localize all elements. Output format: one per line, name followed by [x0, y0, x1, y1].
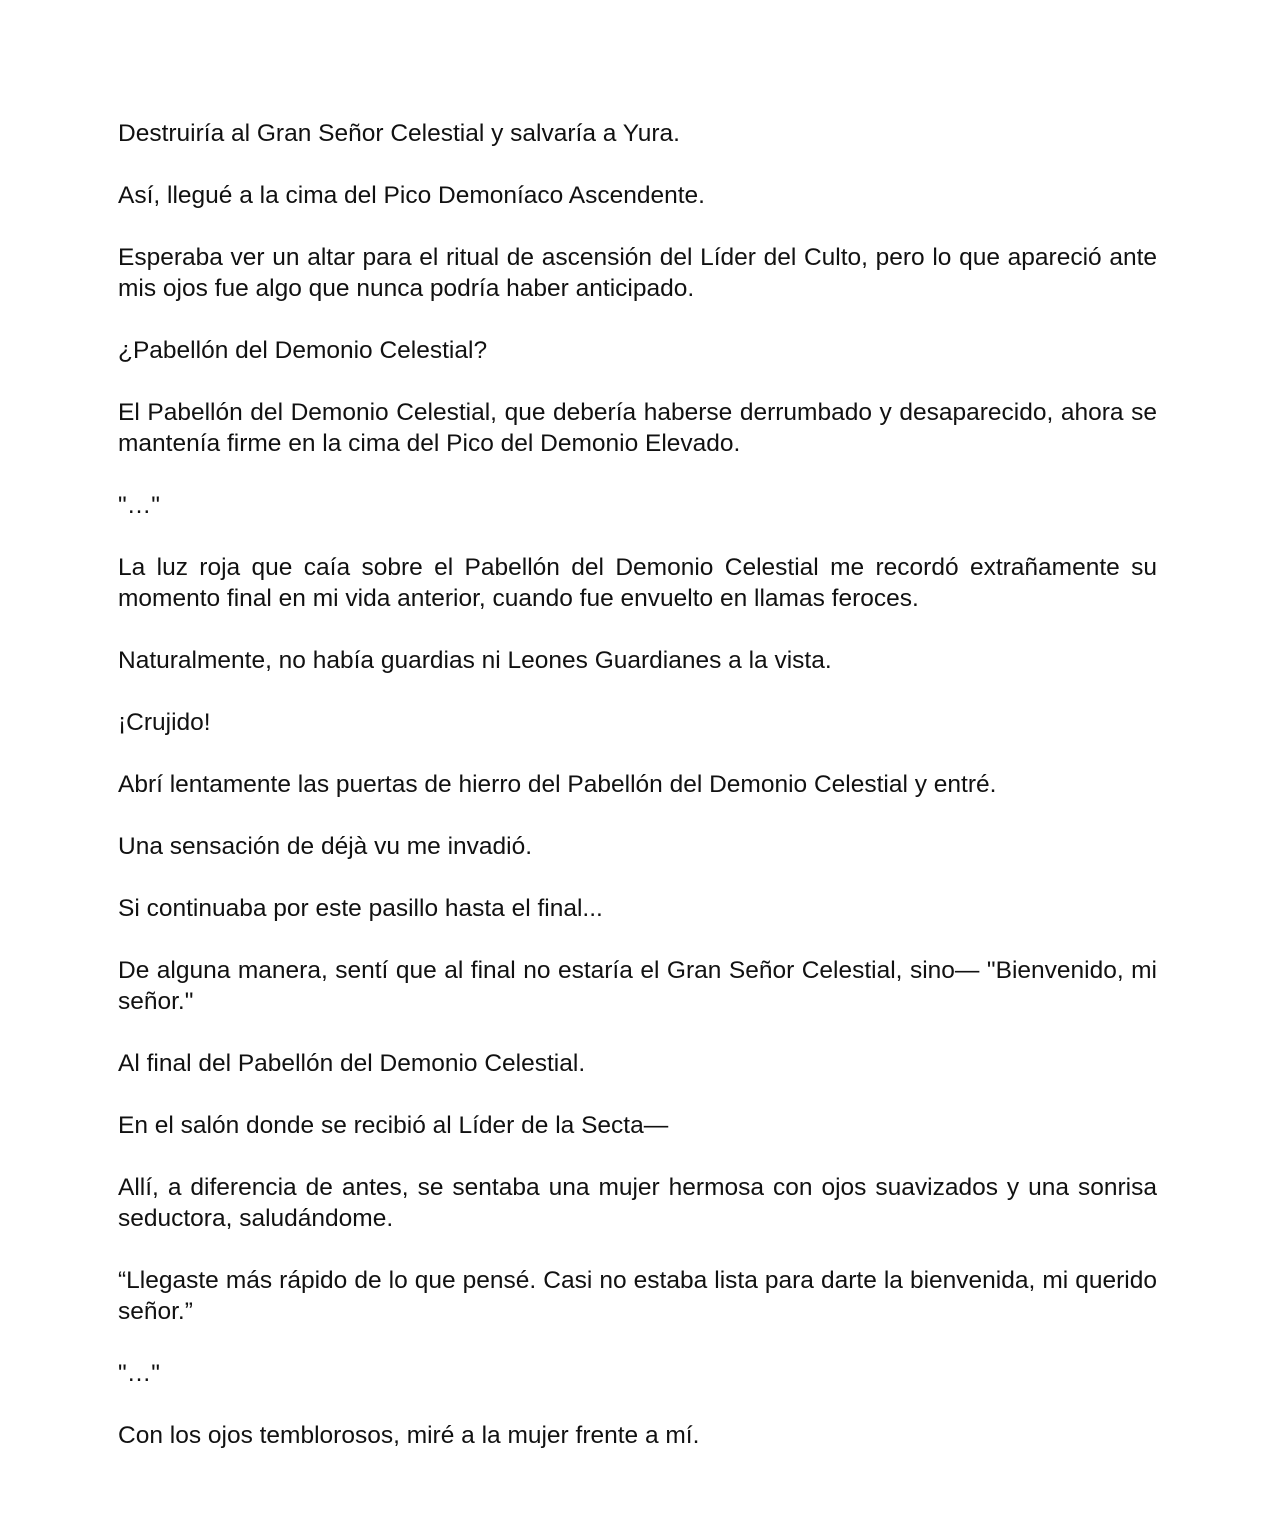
paragraph: "…": [118, 492, 160, 519]
document-page: [118, 118, 1157, 1451]
paragraph: Naturalmente, no había guardias ni Leones Guardianes a la vista.: [118, 647, 832, 674]
paragraph: Al final del Pabellón del Demonio Celestial.: [118, 1050, 586, 1077]
paragraph: ¿Pabellón del Demonio Celestial?: [118, 337, 488, 364]
paragraph: El Pabellón del Demonio Celestial, que debería haberse derrumbado y desaparecido, ahora se mantenía firme en la cima del Pico del Demonio Elevado.: [118, 399, 1157, 457]
paragraph: "…": [118, 1360, 160, 1387]
paragraph: La luz roja que caía sobre el Pabellón del Demonio Celestial me recordó extrañamente su momento final en mi vida anterior, cuando fue envuelto en llamas feroces.: [118, 554, 1157, 612]
paragraph: Destruiría al Gran Señor Celestial y salvaría a Yura.: [118, 120, 680, 147]
paragraph: Allí, a diferencia de antes, se sentaba una mujer hermosa con ojos suavizados y una sonrisa seductora, saludándome.: [118, 1174, 1157, 1232]
paragraph: “Llegaste más rápido de lo que pensé. Casi no estaba lista para darte la bienvenida, mi querido señor.”: [118, 1267, 1157, 1325]
paragraph: De alguna manera, sentí que al final no estaría el Gran Señor Celestial, sino— "Bienvenido, mi señor.": [118, 957, 1157, 1015]
paragraph: Una sensación de déjà vu me invadió.: [118, 833, 533, 860]
paragraph: En el salón donde se recibió al Líder de la Secta—: [118, 1112, 669, 1139]
paragraph: Si continuaba por este pasillo hasta el final...: [118, 895, 603, 922]
paragraph: ¡Crujido!: [118, 709, 211, 736]
paragraph: Esperaba ver un altar para el ritual de ascensión del Líder del Culto, pero lo que apareció ante mis ojos fue algo que nunca podría haber anticipado.: [118, 244, 1157, 302]
paragraph: Abrí lentamente las puertas de hierro del Pabellón del Demonio Celestial y entré.: [118, 771, 997, 798]
paragraph: Así, llegué a la cima del Pico Demoníaco Ascendente.: [118, 182, 705, 209]
paragraph: Con los ojos temblorosos, miré a la mujer frente a mí.: [118, 1422, 700, 1449]
